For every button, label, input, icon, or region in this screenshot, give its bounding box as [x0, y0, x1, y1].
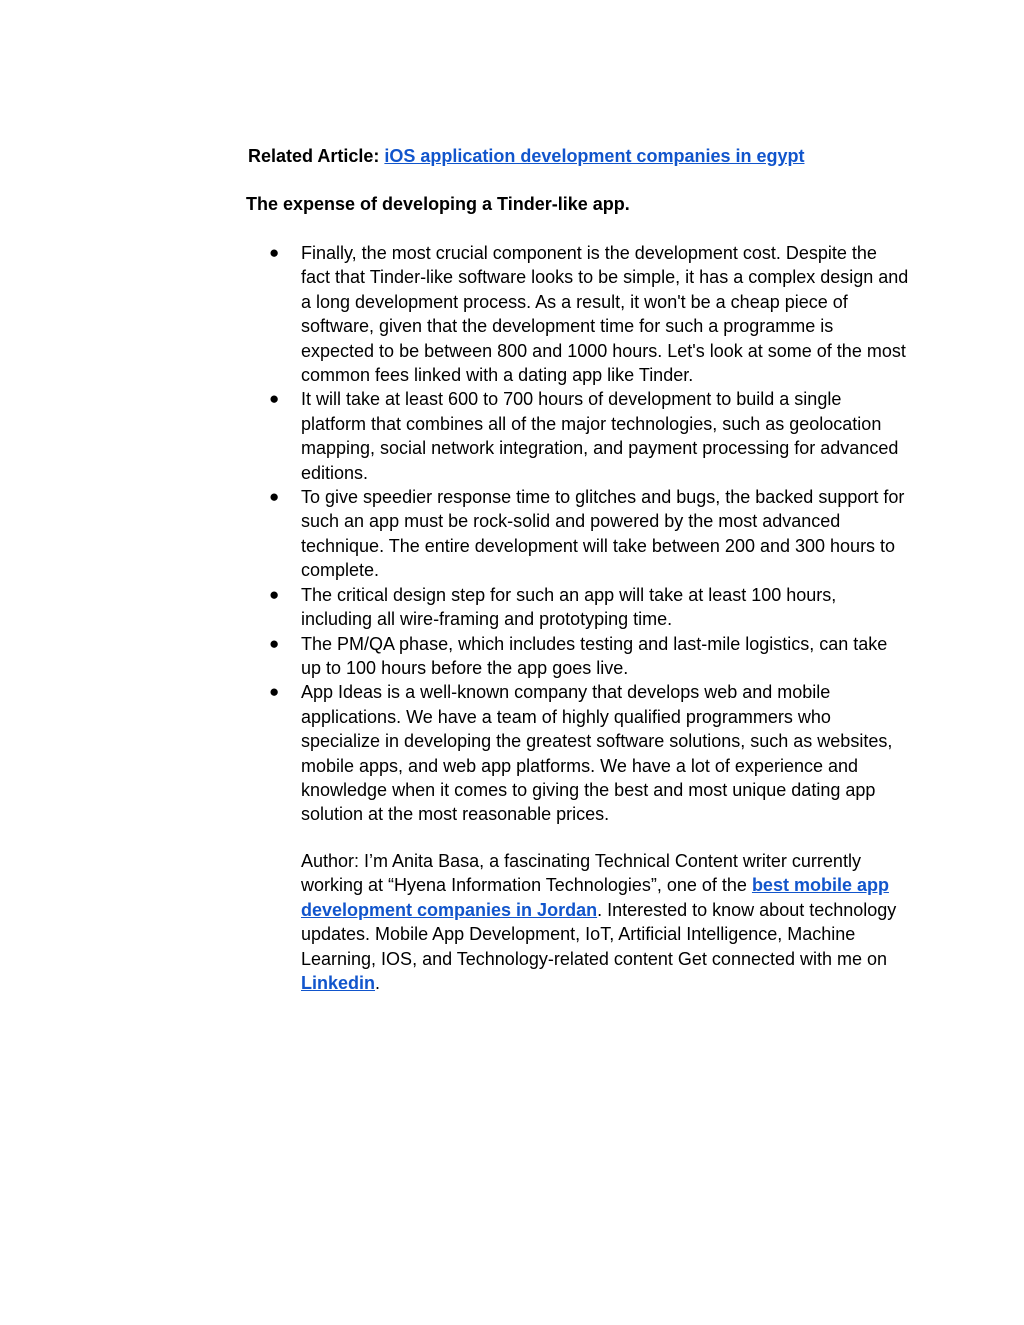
- list-item-text: To give speedier response time to glitches and bugs, the backed support for such an app must be rock-solid and powered by the most advanced technique. The entire development will take between 200 and 300 hours to complete.: [301, 487, 905, 581]
- bullet-icon: ●: [269, 487, 280, 507]
- list-item: [246, 632, 910, 681]
- author-bio-middle: . Interested to know about technology updates. Mobile App Development, IoT, Artificial Intelligence, Machine Learning, IOS, and Technology-related content Get connected with me on: [301, 899, 897, 969]
- list-item: [246, 241, 910, 387]
- section-heading: The expense of developing a Tinder-like app.: [246, 194, 630, 214]
- list-item: [246, 485, 910, 583]
- list-item: [246, 387, 910, 485]
- bullet-icon: ●: [269, 682, 280, 702]
- list-item-text: The PM/QA phase, which includes testing and last-mile logistics, can take up to 100 hours before the app goes live.: [301, 633, 888, 678]
- list-item: [246, 680, 910, 826]
- related-article-link[interactable]: iOS application development companies in egypt: [384, 146, 805, 166]
- bullet-icon: ●: [269, 389, 280, 409]
- cost-bullet-list: [246, 241, 910, 827]
- bullet-icon: ●: [269, 633, 280, 653]
- list-item-text: The critical design step for such an app will take at least 100 hours, including all wire-framing and prototyping time.: [301, 584, 837, 630]
- list-item: [246, 583, 910, 632]
- author-bio-end: .: [375, 973, 381, 994]
- author-bio: [301, 849, 910, 995]
- bullet-icon: ●: [269, 243, 280, 262]
- author-bio-intro: Author: I’m Anita Basa, a fascinating Technical Content writer currently working at “Hyena Information Technologies”, one of the: [301, 851, 861, 896]
- related-article-line: [248, 144, 804, 168]
- related-article-label: Related Article:: [248, 146, 380, 166]
- list-item-text: Finally, the most crucial component is the development cost. Despite the fact that Tinder-like software looks to be simple, it has a complex design and a long development process. As a result, it won't be a cheap piece of software, given that the development time for such a programme is expected to be between 800 and 1000 hours. Let's look at some of the most common fees linked with a dating app like Tinder.: [301, 243, 909, 386]
- list-item-text: It will take at least 600 to 700 hours of development to build a single platform that combines all of the major technologies, such as geolocation mapping, social network integration, and payment processing for advanced editions.: [301, 389, 899, 483]
- bullet-icon: ●: [269, 584, 280, 604]
- company-link[interactable]: best mobile app development companies in Jordan: [301, 875, 889, 920]
- list-item-text: App Ideas is a well-known company that develops web and mobile applications. We have a team of highly qualified programmers who specialize in developing the greatest software solutions, such as websites, mobile apps, and web app platforms. We have a lot of experience and knowledge when it comes to giving the best and most unique dating app solution at the most reasonable prices.: [301, 682, 893, 825]
- linkedin-link[interactable]: Linkedin: [301, 973, 376, 994]
